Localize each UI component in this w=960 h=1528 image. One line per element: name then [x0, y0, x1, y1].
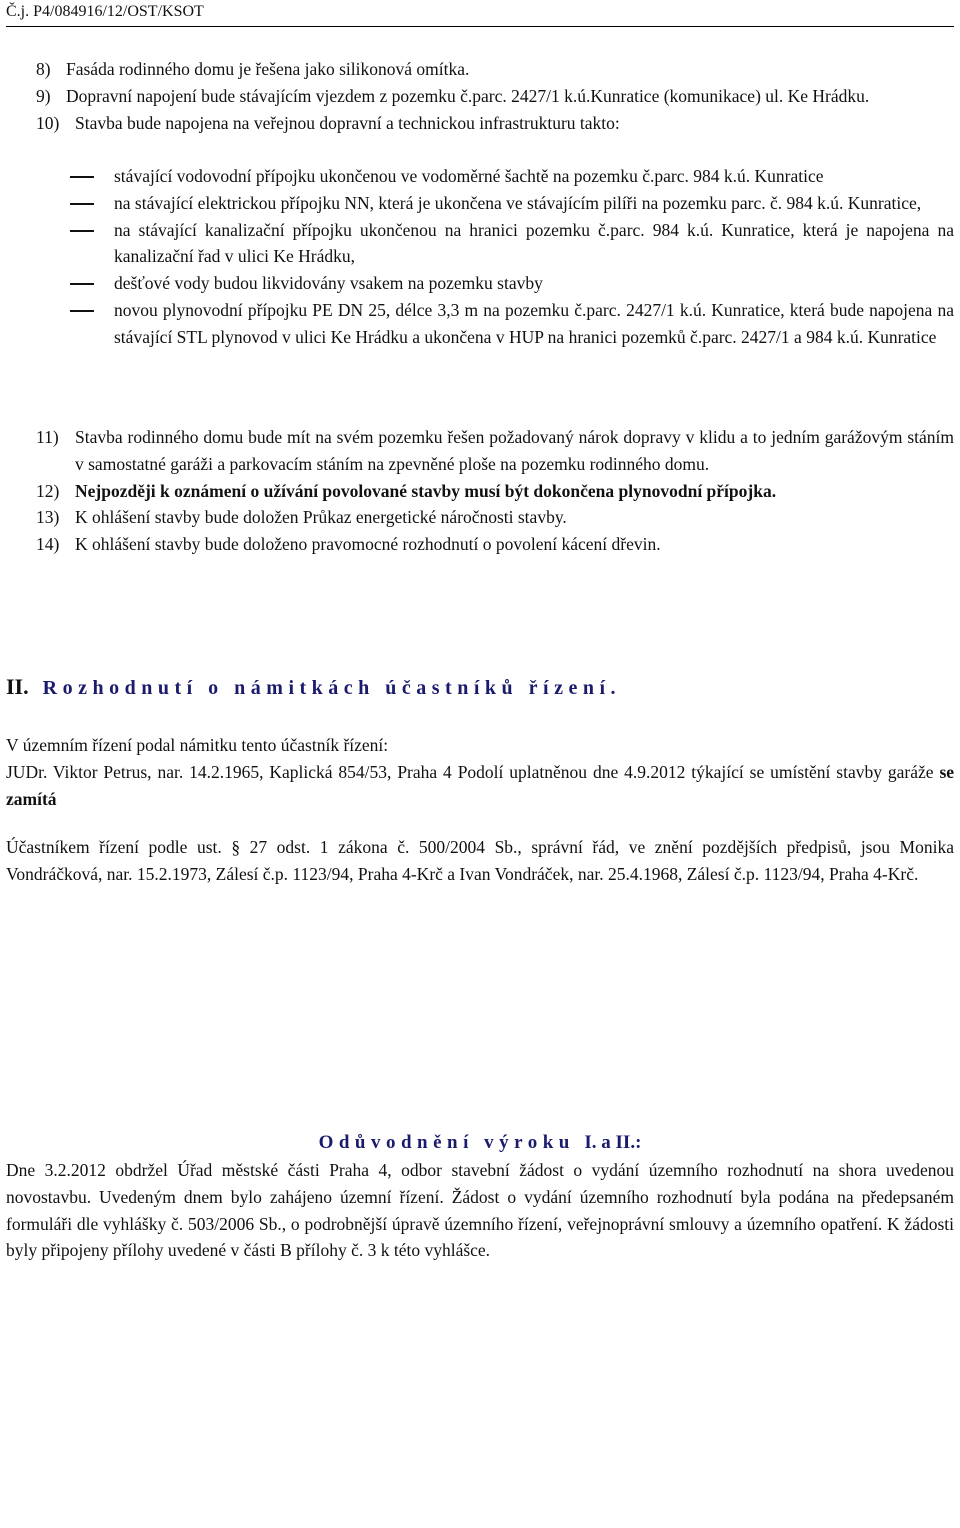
condition-item-12: 12) Nejpozději k oznámení o užívání povolované stavby musí být dokončena plynovodní přípojka. — [36, 480, 777, 501]
objection-text: JUDr. Viktor Petrus, nar. 14.2.1965, Kaplická 854/53, Praha 4 Podolí uplatněnou dne 4.9.2012 týkající se umístění stavby garáže se zamítá — [6, 761, 955, 809]
condition-item-10: 10) Stavba bude napojena na veřejnou dopravní a technickou infrastrukturu takto: — [36, 112, 620, 133]
infrastructure-electric: na stávající elektrickou přípojku NN, která je ukončena ve stávajícím pilíři na pozemku parc. č. 984 k.ú. Kunratice, — [6, 190, 954, 217]
infrastructure-rainwater: dešťové vody budou likvidovány vsakem na pozemku stavby — [6, 270, 954, 297]
objection-intro: V územním řízení podal námitku tento účastník řízení: — [6, 735, 389, 755]
document-reference-header — [6, 0, 954, 27]
condition-item-13: 13) K ohlášení stavby bude doložen Průkaz energetické náročnosti stavby. — [36, 507, 567, 528]
infrastructure-gas: novou plynovodní přípojku PE DN 25, délce 3,3 m na pozemku č.parc. 2427/1 k.ú. Kunratice, která bude napojena na stávající STL plynovod v ulici Ke Hrádku a ukončena v HUP na hranici pozemků č.parc. 2427/1 a 984 k.ú. Kunratice — [6, 297, 954, 351]
infrastructure-list — [6, 163, 954, 351]
participants-paragraph: Účastníkem řízení podle ust. § 27 odst. 1 zákona č. 500/2004 Sb., správní řád, ve znění pozdějších předpisů, jsou Monika Vondráčková, nar. 15.2.1973, Zálesí č.p. 1123/94, Praha 4-Krč a Ivan Vondráček, nar. 25.4.1968, Zálesí č.p. 1123/94, Praha 4-Krč. — [6, 837, 954, 884]
section-2-body — [6, 732, 954, 812]
conditions-list-bottom — [6, 424, 954, 558]
conditions-list-top — [6, 56, 954, 136]
reasoning-paragraph-1: Dne 3.2.2012 obdržel Úřad městské části Praha 4, odbor stavební žádost o vydání územního rozhodnutí na shora uvedenou novostavbu. Uvedeným dnem bylo zahájeno územní řízení. Žádost o vydání územního rozhodnutí byla podána na předepsaném formuláři dle vyhlášky č. 503/2006 Sb., o podrobnější úpravě územního řízení, veřejnoprávní smlouvy a územního opatření. K žádosti byly připojeny přílohy uvedené v části B přílohy č. 3 k této vyhlášce. — [6, 1160, 954, 1261]
section-2-heading: II. Rozhodnutí o námitkách účastníků řízení. — [6, 674, 622, 699]
condition-item-8: 8) Fasáda rodinného domu je řešena jako silikonová omítka. — [36, 59, 470, 79]
reference-number: Č.j. P4/084916/12/OST/KSOT — [6, 3, 204, 20]
infrastructure-water: stávající vodovodní přípojku ukončenou ve vodoměrné šachtě na pozemku č.parc. 984 k.ú. Kunratice — [6, 163, 954, 190]
condition-item-11: 11) Stavba rodinného domu bude mít na svém pozemku řešen požadovaný nárok dopravy v klidu a to jedním garážovým stáním v samostatné garáži a parkovacím stáním na zpevněné ploše na pozemku rodinného domu. — [36, 427, 954, 474]
condition-item-9: 9) Dopravní napojení bude stávajícím vjezdem z pozemku č.parc. 2427/1 k.ú.Kunratice (komunikace) ul. Ke Hrádku. — [36, 85, 870, 106]
reasoning-heading: Odůvodnění výroku I. a II.: — [318, 1132, 642, 1153]
infrastructure-sewer: na stávající kanalizační přípojku ukončenou na hranici pozemku č.parc. 984 k.ú. Kunratice, která je napojena na kanalizační řad v ulici Ke Hrádku, — [6, 217, 954, 271]
condition-item-14: 14) K ohlášení stavby bude doloženo pravomocné rozhodnutí o povolení kácení dřevin. — [36, 534, 661, 555]
